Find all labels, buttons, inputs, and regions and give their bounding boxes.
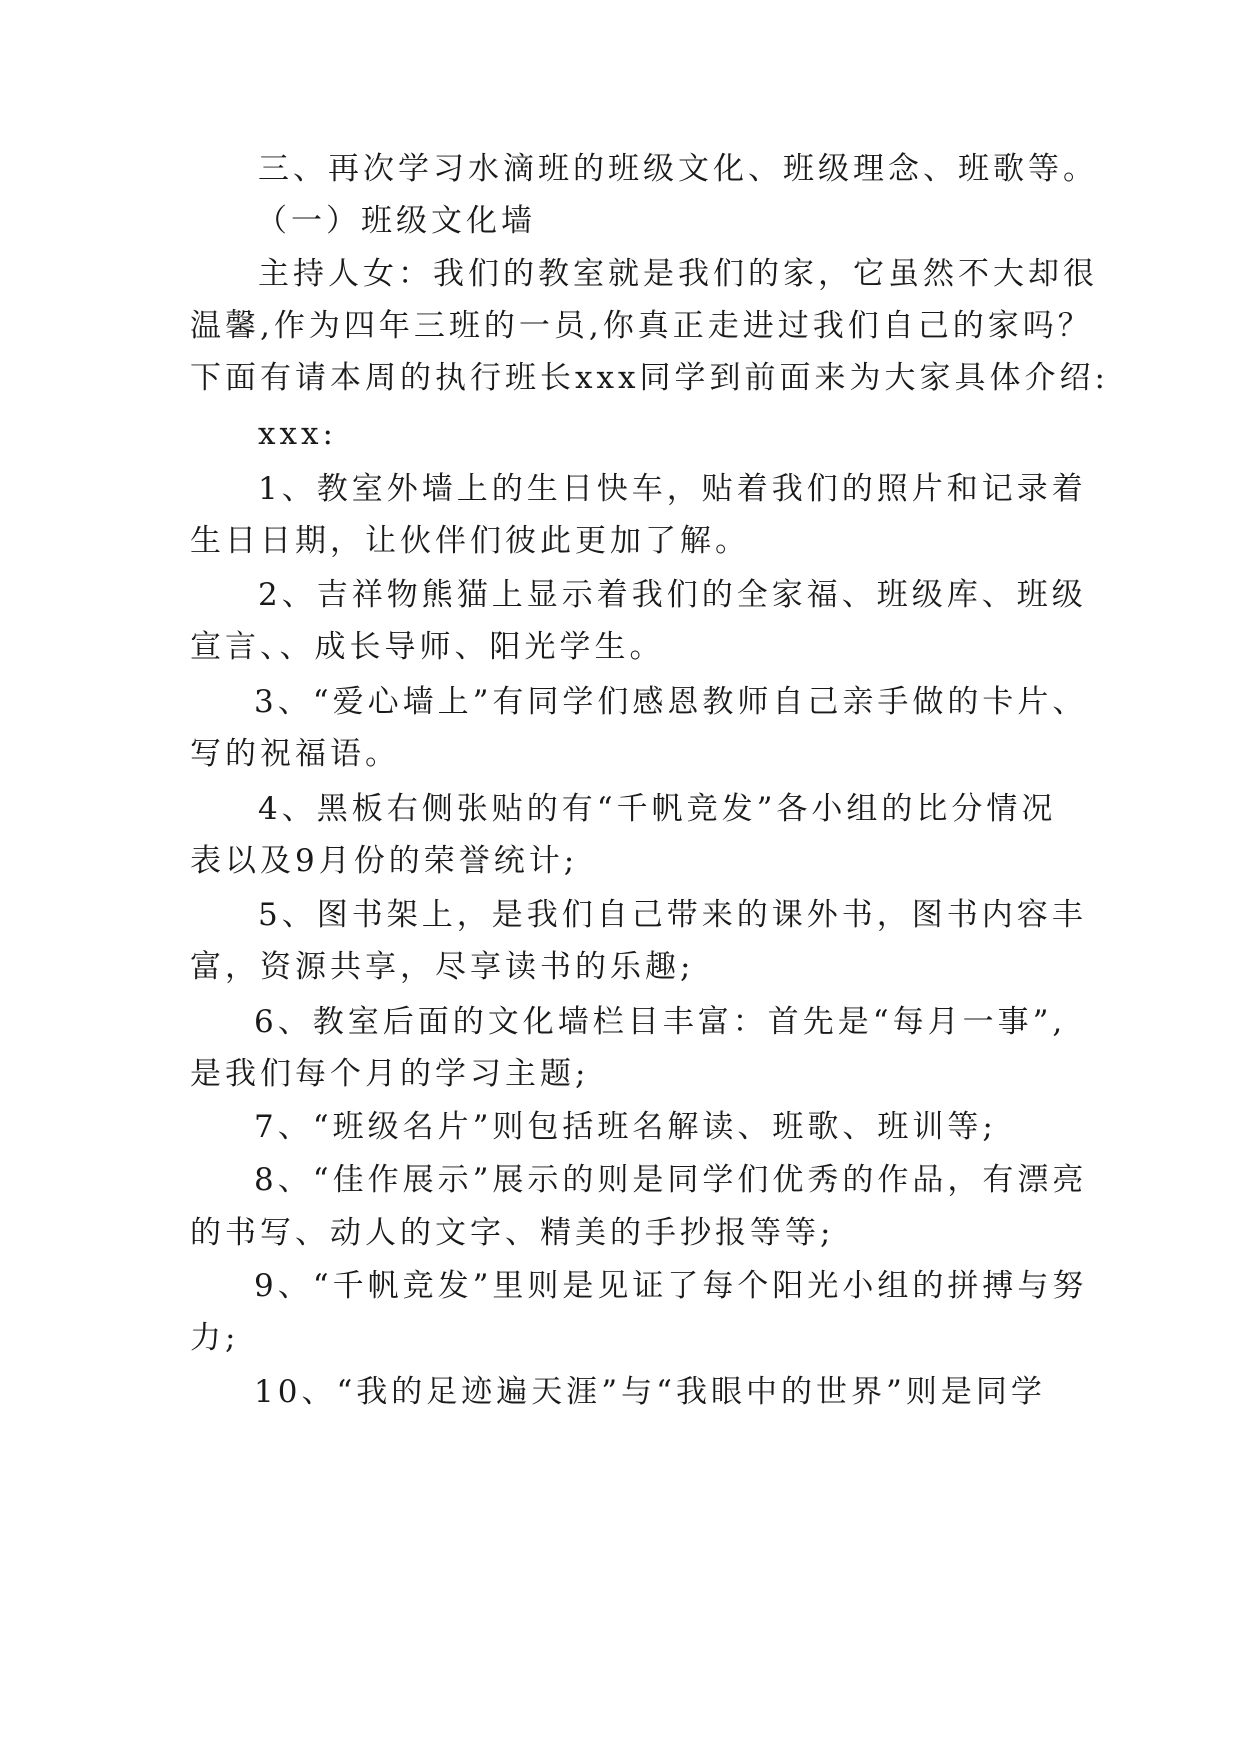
list-item-line: 是我们每个月的学习主题; <box>190 1056 590 1092</box>
paragraph-line: 主持人女：我们的教室就是我们的家，它虽然不大却很 <box>258 256 1098 292</box>
list-item-line: 的书写、动人的文字、精美的手抄报等等; <box>190 1215 835 1251</box>
paragraph-line: 温馨,作为四年三班的一员,你真正走进过我们自己的家吗？ <box>190 308 1093 344</box>
subsection-heading: （一）班级文化墙 <box>256 203 536 239</box>
list-item-line: 2、吉祥物熊猫上显示着我们的全家福、班级库、班级 <box>258 577 1087 613</box>
list-item-line: 写的祝福语。 <box>190 736 400 772</box>
list-item-line: 4、黑板右侧张贴的有“千帆竞发”各小组的比分情况 <box>258 791 1057 827</box>
list-item-line: 6、教室后面的文化墙栏目丰富：首先是“每月一事”, <box>254 1004 1067 1040</box>
list-item-line: 宣言、、成长导师、阳光学生。 <box>190 629 665 665</box>
list-item-line: 9、“千帆竞发”里则是见证了每个阳光小组的拼搏与努 <box>254 1268 1088 1304</box>
list-item-line: 5、图书架上，是我们自己带来的课外书，图书内容丰 <box>258 897 1087 933</box>
list-item-line: 7、“班级名片”则包括班名解读、班歌、班训等; <box>254 1109 997 1145</box>
list-item-line: 富，资源共享，尽享读书的乐趣; <box>190 949 695 985</box>
list-item-line: 生日日期，让伙伴们彼此更加了解。 <box>190 523 750 559</box>
speaker-label: xxx: <box>258 416 337 452</box>
list-item-line: 8、“佳作展示”展示的则是同学们优秀的作品，有漂亮 <box>254 1162 1088 1198</box>
list-item-line: 3、“爱心墙上”有同学们感恩教师自己亲手做的卡片、 <box>254 684 1088 720</box>
paragraph-line: 下面有请本周的执行班长xxx同学到前面来为大家具体介绍: <box>190 360 1109 396</box>
section-heading: 三、再次学习水滴班的班级文化、班级理念、班歌等。 <box>258 151 1098 187</box>
list-item-line: 表以及9月份的荣誉统计; <box>190 843 579 879</box>
list-item-line: 1、教室外墙上的生日快车，贴着我们的照片和记录着 <box>258 471 1087 507</box>
list-item-line: 力; <box>190 1320 240 1356</box>
list-item-line: 10、“我的足迹遍天涯”与“我眼中的世界”则是同学 <box>254 1374 1046 1410</box>
